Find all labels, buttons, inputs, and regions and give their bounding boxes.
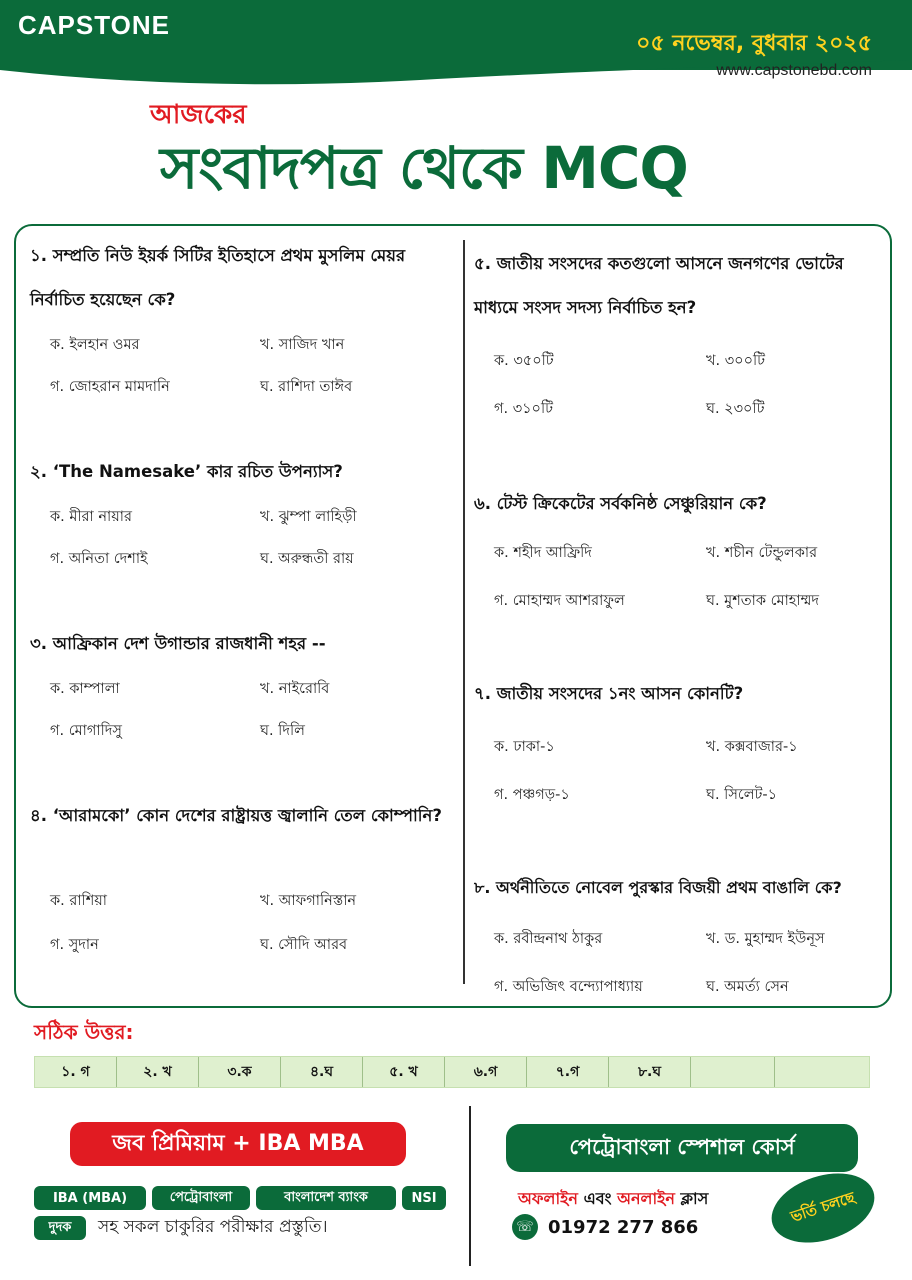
petrobangla-course-banner[interactable]: পেট্রোবাংলা স্পেশাল কোর্স <box>506 1124 858 1172</box>
website-link[interactable]: www.capstonebd.com <box>716 62 872 79</box>
answers-row <box>34 1056 870 1088</box>
tag-petrobangla[interactable]: পেট্রোবাংলা <box>152 1186 250 1210</box>
q4-option-b: খ. আফগানিস্তান <box>260 893 357 909</box>
q2-option-d: ঘ. অরুন্ধতী রায় <box>260 551 354 567</box>
answer-8: ৮.ঘ <box>609 1057 691 1087</box>
page-title: সংবাদপত্র থেকে MCQ <box>160 134 688 202</box>
answer-3: ৩.ক <box>199 1057 281 1087</box>
and-text: এবং <box>578 1189 618 1208</box>
question-6: ৬. টেস্ট ক্রিকেটের সর্বকনিষ্ঠ সেঞ্চুরিয়ান কে? <box>474 494 767 513</box>
online-text: অনলাইন <box>617 1189 675 1208</box>
question-2: ২. ‘The Namesake’ কার রচিত উপন্যাস? <box>30 462 343 481</box>
answers-label: সঠিক উত্তর: <box>34 1020 134 1044</box>
answer-5: ৫. খ <box>363 1057 445 1087</box>
q5-option-d: ঘ. ২৩০টি <box>706 401 765 417</box>
q8-option-c: গ. অভিজিৎ বন্দ্যোপাধ্যায় <box>494 979 643 995</box>
class-mode-text <box>518 1186 708 1213</box>
footer-note: সহ সকল চাকুরির পরীক্ষার প্রস্তুতি। <box>98 1217 328 1237</box>
tag-nsi[interactable]: NSI <box>402 1186 446 1210</box>
footer-divider <box>469 1106 471 1266</box>
question-7: ৭. জাতীয় সংসদের ১নং আসন কোনটি? <box>474 684 744 703</box>
q8-option-d: ঘ. অমর্ত্য সেন <box>706 979 789 995</box>
q4-option-c: গ. সুদান <box>50 937 99 953</box>
title-sub: আজকের <box>150 100 247 130</box>
q3-option-b: খ. নাইরোবি <box>260 681 330 697</box>
question-1: ১. সম্প্রতি নিউ ইয়র্ক সিটির ইতিহাসে প্রথম মুসলিম মেয়র নির্বাচিত হয়েছেন কে? <box>30 246 406 309</box>
question-4: ৪. ‘আরামকো’ কোন দেশের রাষ্ট্রায়ত্ত জ্বালানি তেল কোম্পানি? <box>30 806 442 825</box>
q1-option-b: খ. সাজিদ খান <box>260 337 345 353</box>
q7-option-a: ক. ঢাকা-১ <box>494 739 555 755</box>
question-8: ৮. অর্থনীতিতে নোবেল পুরস্কার বিজয়ী প্রথম বাঙালি কে? <box>474 878 842 897</box>
answer-blank-2 <box>775 1057 859 1087</box>
class-text: ক্লাস <box>674 1189 709 1208</box>
job-premium-banner[interactable]: জব প্রিমিয়াম + IBA MBA <box>70 1122 406 1166</box>
phone-number: 01972 277 866 <box>548 1216 699 1238</box>
q7-option-b: খ. কক্সবাজার-১ <box>706 739 798 755</box>
logo: CAPSTONE <box>18 10 170 40</box>
q6-option-a: ক. শহীদ আফ্রিদি <box>494 545 592 561</box>
tag-bangladesh-bank[interactable]: বাংলাদেশ ব্যাংক <box>256 1186 396 1210</box>
phone-contact[interactable] <box>512 1214 698 1240</box>
q3-option-d: ঘ. দিলি <box>260 723 305 739</box>
tag-dudok[interactable]: দুদক <box>34 1216 86 1240</box>
tag-iba-mba[interactable]: IBA (MBA) <box>34 1186 146 1210</box>
answer-2: ২. খ <box>117 1057 199 1087</box>
q7-option-c: গ. পঞ্চগড়-১ <box>494 787 570 803</box>
answer-4: ৪.ঘ <box>281 1057 363 1087</box>
question-5: ৫. জাতীয় সংসদের কতগুলো আসনে জনগণের ভোটের মাধ্যমে সংসদ সদস্য নির্বাচিত হন? <box>474 254 844 317</box>
q7-option-d: ঘ. সিলেট-১ <box>706 787 778 803</box>
q2-option-b: খ. ঝুম্পা লাহিড়ী <box>260 509 357 525</box>
answer-blank-1 <box>691 1057 775 1087</box>
q1-option-d: ঘ. রাশিদা তাঈব <box>260 379 353 395</box>
answer-6: ৬.গ <box>445 1057 527 1087</box>
answer-1: ১. গ <box>35 1057 117 1087</box>
q6-option-b: খ. শচীন টেন্ডুলকার <box>706 545 818 561</box>
q4-option-a: ক. রাশিয়া <box>50 893 108 909</box>
q3-option-c: গ. মোগাদিসু <box>50 723 122 739</box>
column-divider <box>463 240 465 984</box>
phone-icon: ☏ <box>512 1214 538 1240</box>
q5-option-a: ক. ৩৫০টি <box>494 353 554 369</box>
date-text: ০৫ নভেম্বর, বুধবার ২০২৫ <box>636 31 872 56</box>
q5-option-b: খ. ৩০০টি <box>706 353 766 369</box>
question-3: ৩. আফ্রিকান দেশ উগান্ডার রাজধানী শহর -- <box>30 634 326 653</box>
admission-badge: ভর্তি চলছে <box>763 1161 884 1255</box>
q8-option-a: ক. রবীন্দ্রনাথ ঠাকুর <box>494 931 603 947</box>
q6-option-c: গ. মোহাম্মদ আশরাফুল <box>494 593 625 609</box>
q6-option-d: ঘ. মুশতাক মোহাম্মদ <box>706 593 819 609</box>
q2-option-a: ক. মীরা নায়ার <box>50 509 132 525</box>
q4-option-d: ঘ. সৌদি আরব <box>260 937 348 953</box>
q2-option-c: গ. অনিতা দেশাই <box>50 551 148 567</box>
q8-option-b: খ. ড. মুহাম্মদ ইউনূস <box>706 931 825 947</box>
offline-text: অফলাইন <box>518 1189 578 1208</box>
q1-option-a: ক. ইলহান ওমর <box>50 337 140 353</box>
answer-7: ৭.গ <box>527 1057 609 1087</box>
q3-option-a: ক. কাম্পালা <box>50 681 120 697</box>
q5-option-c: গ. ৩১০টি <box>494 401 554 417</box>
q1-option-c: গ. জোহরান মামদানি <box>50 379 170 395</box>
